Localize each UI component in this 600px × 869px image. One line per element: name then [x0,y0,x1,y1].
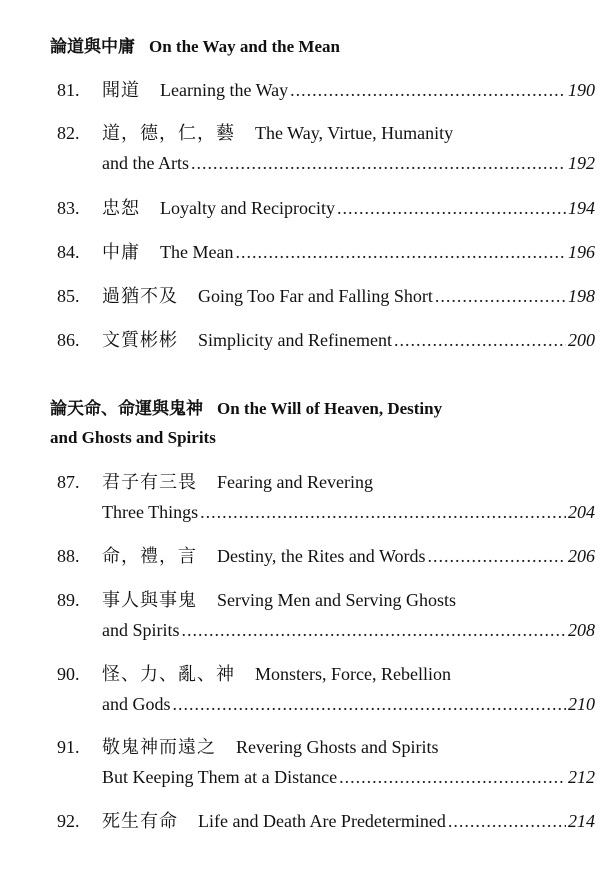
entry-page-number: 200 [568,330,595,350]
entry-english-title-continued: and Gods [102,694,171,714]
entry-page-number: 196 [568,242,595,262]
entry-number: 87. [57,472,80,492]
section-heading-way-and-mean [50,32,570,61]
entry-number: 86. [57,330,80,350]
dot-leader [428,541,566,571]
entry-page-number: 210 [568,694,595,714]
section-heading-english: On the Will of Heaven, Destiny [217,399,443,418]
entry-chinese-title: 中庸 [102,242,140,262]
section-heading-chinese: 論天命、命運與鬼神 [50,399,203,418]
toc-entry[interactable] [57,659,595,719]
entry-number: 82. [57,123,80,143]
entry-english-title: Fearing and Revering [217,472,373,492]
toc-entry[interactable] [57,118,595,178]
dot-leader [191,148,566,178]
entry-english-title-continued: and the Arts [102,153,189,173]
entry-chinese-title: 命，禮，言 [102,546,197,566]
dot-leader [448,806,566,836]
entry-page-number: 192 [568,153,595,173]
entry-chinese-title: 聞道 [102,80,140,100]
entry-page-number: 212 [568,767,595,787]
toc-entry[interactable] [57,806,595,836]
entry-english-title-continued: and Spirits [102,620,180,640]
entry-english-title: Going Too Far and Falling Short [198,286,433,306]
entry-chinese-title: 事人與事鬼 [102,590,197,610]
entry-english-title-continued: But Keeping Them at a Distance [102,767,338,787]
entry-english-title: Serving Men and Serving Ghosts [217,590,456,610]
entry-chinese-title: 道，德，仁，藝 [102,123,235,143]
entry-number: 91. [57,737,80,757]
dot-leader [339,762,566,792]
entry-page-number: 206 [568,546,595,566]
entry-number: 85. [57,286,80,306]
entry-chinese-title: 死生有命 [102,811,178,831]
entry-number: 84. [57,242,80,262]
entry-english-title: Revering Ghosts and Spirits [236,737,439,757]
entry-chinese-title: 怪、力、亂、神 [102,664,235,684]
entry-chinese-title: 過猶不及 [102,286,178,306]
entry-page-number: 194 [568,198,595,218]
entry-english-title: The Mean [160,242,234,262]
entry-chinese-title: 敬鬼神而遠之 [102,737,216,757]
toc-entry[interactable] [57,75,595,105]
toc-entry[interactable] [57,325,595,355]
toc-entry[interactable] [57,541,595,571]
toc-entry[interactable] [57,732,595,792]
dot-leader [435,281,566,311]
entry-chinese-title: 文質彬彬 [102,330,178,350]
entry-page-number: 190 [568,80,595,100]
entry-page-number: 204 [568,502,595,522]
dot-leader [173,689,567,719]
entry-english-title: Monsters, Force, Rebellion [255,664,451,684]
toc-entry[interactable] [57,281,595,311]
entry-chinese-title: 君子有三畏 [102,472,197,492]
entry-number: 81. [57,80,80,100]
entry-english-title: The Way, Virtue, Humanity [255,123,454,143]
toc-entry[interactable] [57,237,595,267]
section-heading-heaven-destiny-spirits [50,394,570,452]
entry-number: 88. [57,546,80,566]
dot-leader [337,193,566,223]
section-heading-chinese: 論道與中庸 [50,37,135,56]
entry-number: 92. [57,811,80,831]
entry-number: 83. [57,198,80,218]
entry-number: 89. [57,590,80,610]
entry-page-number: 208 [568,620,595,640]
entry-english-title: Life and Death Are Predetermined [198,811,446,831]
section-heading-english-continued: and Ghosts and Spirits [50,428,216,447]
entry-page-number: 214 [568,811,595,831]
dot-leader [182,615,566,645]
dot-leader [394,325,566,355]
dot-leader [235,237,566,267]
entry-english-title: Learning the Way [160,80,289,100]
toc-entry[interactable] [57,193,595,223]
entry-chinese-title: 忠恕 [102,198,140,218]
entry-english-title: Simplicity and Refinement [198,330,392,350]
section-heading-english: On the Way and the Mean [149,37,340,56]
entry-english-title: Loyalty and Reciprocity [160,198,335,218]
entry-english-title: Destiny, the Rites and Words [217,546,426,566]
toc-entry[interactable] [57,585,595,645]
dot-leader [200,497,566,527]
entry-english-title-continued: Three Things [102,502,199,522]
toc-entry[interactable] [57,467,595,527]
dot-leader [290,75,566,105]
entry-page-number: 198 [568,286,595,306]
entry-number: 90. [57,664,80,684]
